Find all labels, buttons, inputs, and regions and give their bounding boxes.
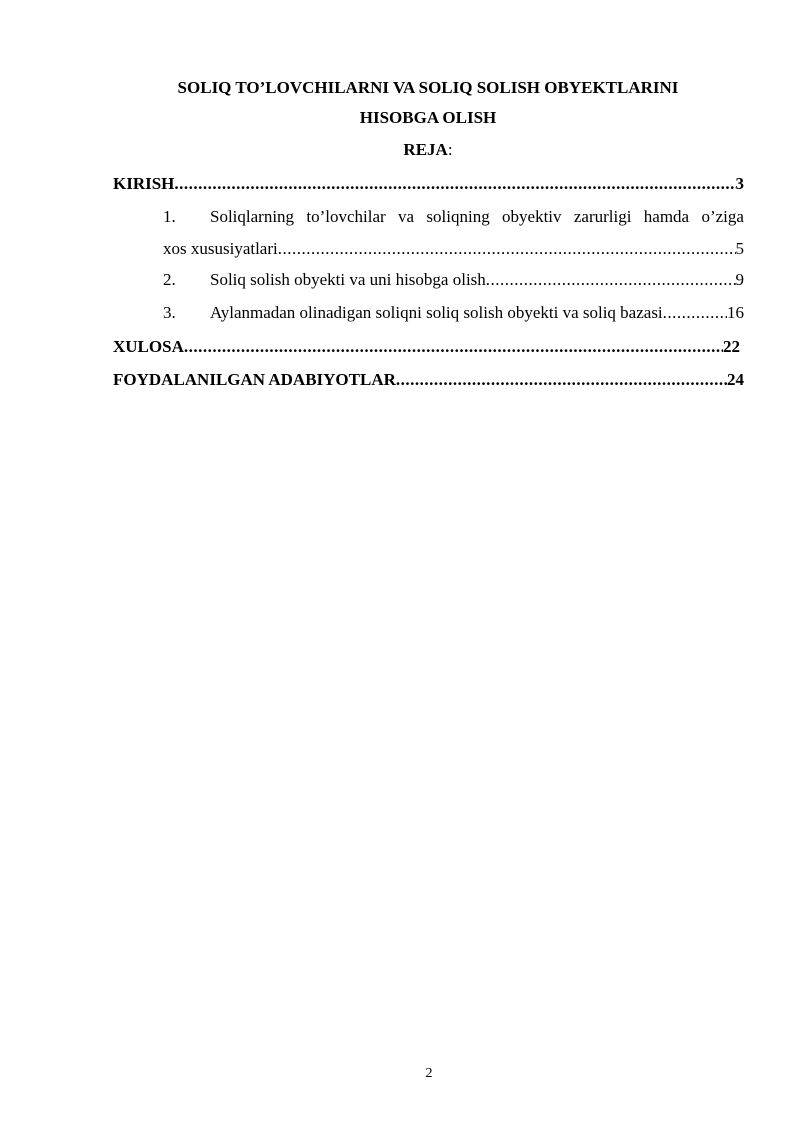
toc-entry-number: 1. xyxy=(163,207,176,226)
toc-entry-label xyxy=(210,207,744,227)
document-title-line-1: SOLIQ TO’LOVCHILARNI VA SOLIQ SOLISH OBYEKTLARINI xyxy=(177,78,679,97)
toc-page-number: 24 xyxy=(727,370,744,389)
toc-entry-label: FOYDALANILGAN ADABIYOTLAR xyxy=(113,370,396,389)
toc-word: soliqning xyxy=(426,207,490,226)
toc-entry-3[interactable] xyxy=(163,303,744,323)
toc-page-number: 9 xyxy=(735,270,744,289)
toc-entry-number: 2. xyxy=(163,270,176,289)
toc-word: o’ziga xyxy=(701,207,744,226)
toc-page-number: 22 xyxy=(723,337,740,356)
toc-page-number: 16 xyxy=(727,303,744,322)
toc-entry-1-line-2[interactable] xyxy=(163,239,744,259)
reja-colon: : xyxy=(447,140,453,159)
toc-entry-number: 3. xyxy=(163,303,176,322)
toc-leader-dots xyxy=(278,239,736,259)
toc-word: zarurligi xyxy=(573,207,632,226)
toc-word: hamda xyxy=(643,207,690,226)
toc-entry-label: XULOSA xyxy=(113,337,184,356)
toc-entry-kirish[interactable] xyxy=(113,174,744,194)
toc-word: va xyxy=(398,207,415,226)
toc-entry-2[interactable] xyxy=(163,270,744,290)
toc-word: to’lovchilar xyxy=(306,207,386,226)
toc-entry-foydalanilgan-adabiyotlar[interactable] xyxy=(113,370,744,390)
toc-leader-dots xyxy=(486,270,736,290)
toc-entry-1-line-1[interactable] xyxy=(163,207,744,227)
toc-word: obyektiv xyxy=(502,207,562,226)
toc-word: Soliqlarning xyxy=(210,207,295,226)
toc-entry-label: Aylanmadan olinadigan soliqni soliq solish obyekti va soliq bazasi xyxy=(210,303,663,322)
toc-page-number: 5 xyxy=(735,239,744,258)
toc-entry-label: xos xususiyatlari xyxy=(163,239,278,258)
toc-leader-dots xyxy=(663,303,727,323)
toc-entry-label: KIRISH xyxy=(113,174,175,193)
toc-entry-xulosa[interactable] xyxy=(113,337,740,357)
document-title-line-2: HISOBGA OLISH xyxy=(359,108,497,127)
toc-leader-dots xyxy=(184,337,723,357)
reja-heading xyxy=(28,140,800,160)
reja-label: REJA xyxy=(403,140,448,159)
page-number: 2 xyxy=(425,1066,433,1081)
toc-leader-dots xyxy=(174,174,735,194)
toc-entry-label: Soliq solish obyekti va uni hisobga olish xyxy=(210,270,486,289)
toc-page-number: 3 xyxy=(735,174,744,193)
toc-leader-dots xyxy=(396,370,727,390)
